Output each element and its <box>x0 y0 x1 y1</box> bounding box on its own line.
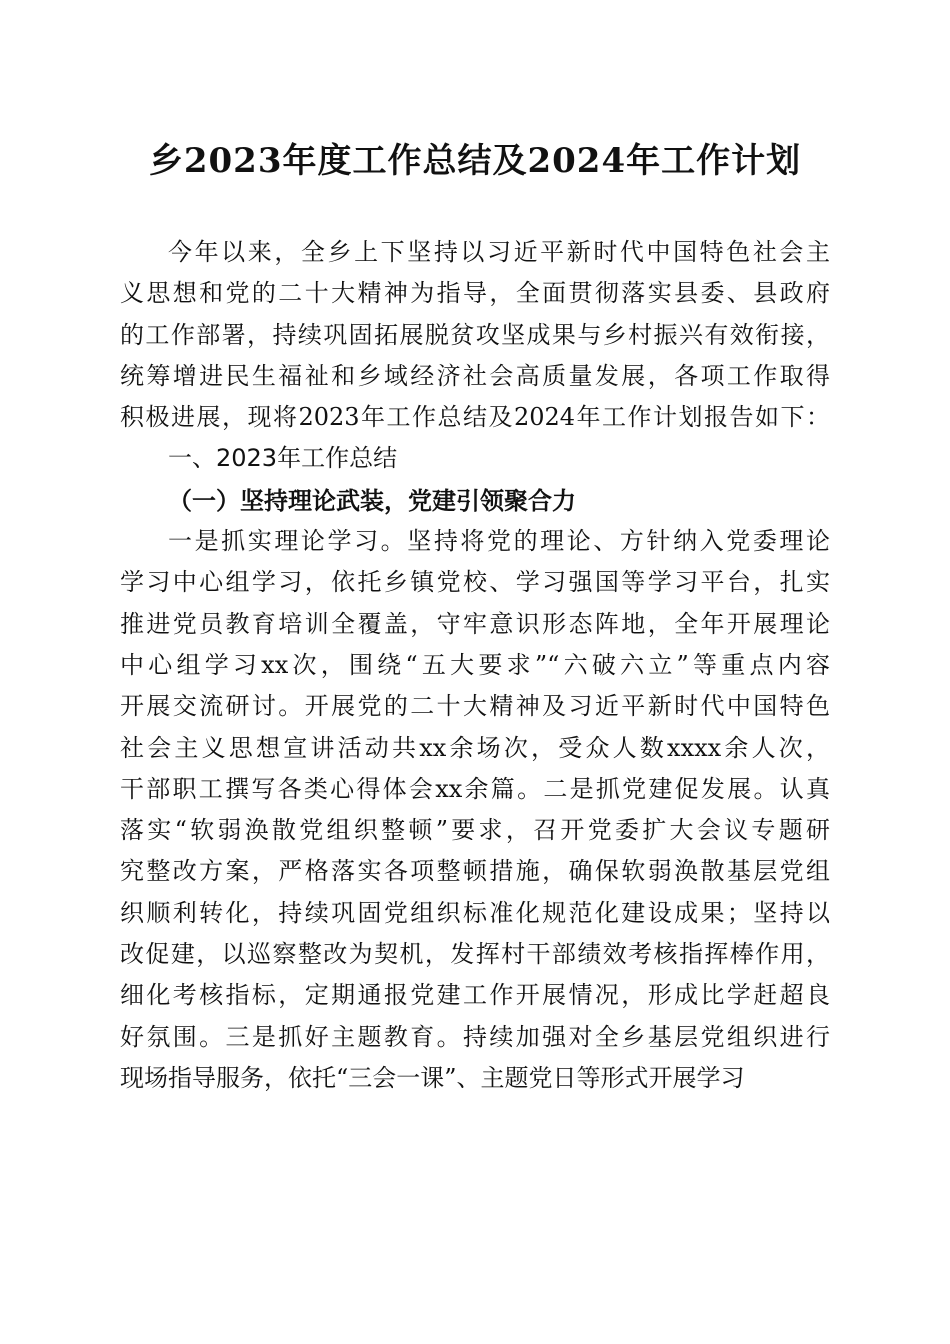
paragraph-line: 好氛围。三是抓好主题教育。持续加强对全乡基层党组织进行 <box>120 1022 830 1051</box>
document-body <box>120 232 830 1099</box>
paragraph-line: 改促建，以巡察整改为契机，发挥村干部绩效考核指挥棒作用， <box>120 940 830 969</box>
paragraph-line: 落实“软弱涣散党组织整顿”要求，召开党委扩大会议专题研 <box>120 816 830 845</box>
paragraph-line: 现场指导服务，依托“三会一课”、主题党日等形式开展学习 <box>120 1063 745 1092</box>
paragraph-line: 织顺利转化，持续巩固党组织标准化规范化建设成果；坚持以 <box>120 898 830 927</box>
paragraph-line: 中心组学习xx次，围绕“五大要求”“六破六立”等重点内容 <box>120 650 830 679</box>
paragraph-line: 社会主义思想宣讲活动共xx余场次，受众人数xxxx余人次， <box>120 733 830 762</box>
document-title: 乡2023年度工作总结及2024年工作计划 <box>148 141 802 181</box>
section-heading: 一、2023年工作总结 <box>168 444 398 473</box>
paragraph-line: 一是抓实理论学习。坚持将党的理论、方针纳入党委理论 <box>168 527 830 556</box>
intro-line: 义思想和党的二十大精神为指导，全面贯彻落实县委、县政府 <box>120 279 830 308</box>
paragraph-line: 细化考核指标，定期通报党建工作开展情况，形成比学赶超良 <box>120 981 830 1010</box>
intro-line: 积极进展，现将2023年工作总结及2024年工作计划报告如下： <box>120 403 830 432</box>
subsection-heading: （一）坚持理论武装，党建引领聚合力 <box>168 485 576 515</box>
paragraph-line: 干部职工撰写各类心得体会xx余篇。二是抓党建促发展。认真 <box>120 774 830 803</box>
intro-line: 的工作部署，持续巩固拓展脱贫攻坚成果与乡村振兴有效衔接， <box>120 320 830 349</box>
intro-line: 今年以来，全乡上下坚持以习近平新时代中国特色社会主 <box>168 238 830 266</box>
paragraph-line: 究整改方案，严格落实各项整顿措施，确保软弱涣散基层党组 <box>120 857 830 886</box>
paragraph-line: 开展交流研讨。开展党的二十大精神及习近平新时代中国特色 <box>120 692 830 721</box>
intro-line: 统筹增进民生福祉和乡域经济社会高质量发展，各项工作取得 <box>120 361 830 390</box>
paragraph-line: 推进党员教育培训全覆盖，守牢意识形态阵地，全年开展理论 <box>120 609 830 638</box>
paragraph-line: 学习中心组学习，依托乡镇党校、学习强国等学习平台，扎实 <box>120 568 830 597</box>
